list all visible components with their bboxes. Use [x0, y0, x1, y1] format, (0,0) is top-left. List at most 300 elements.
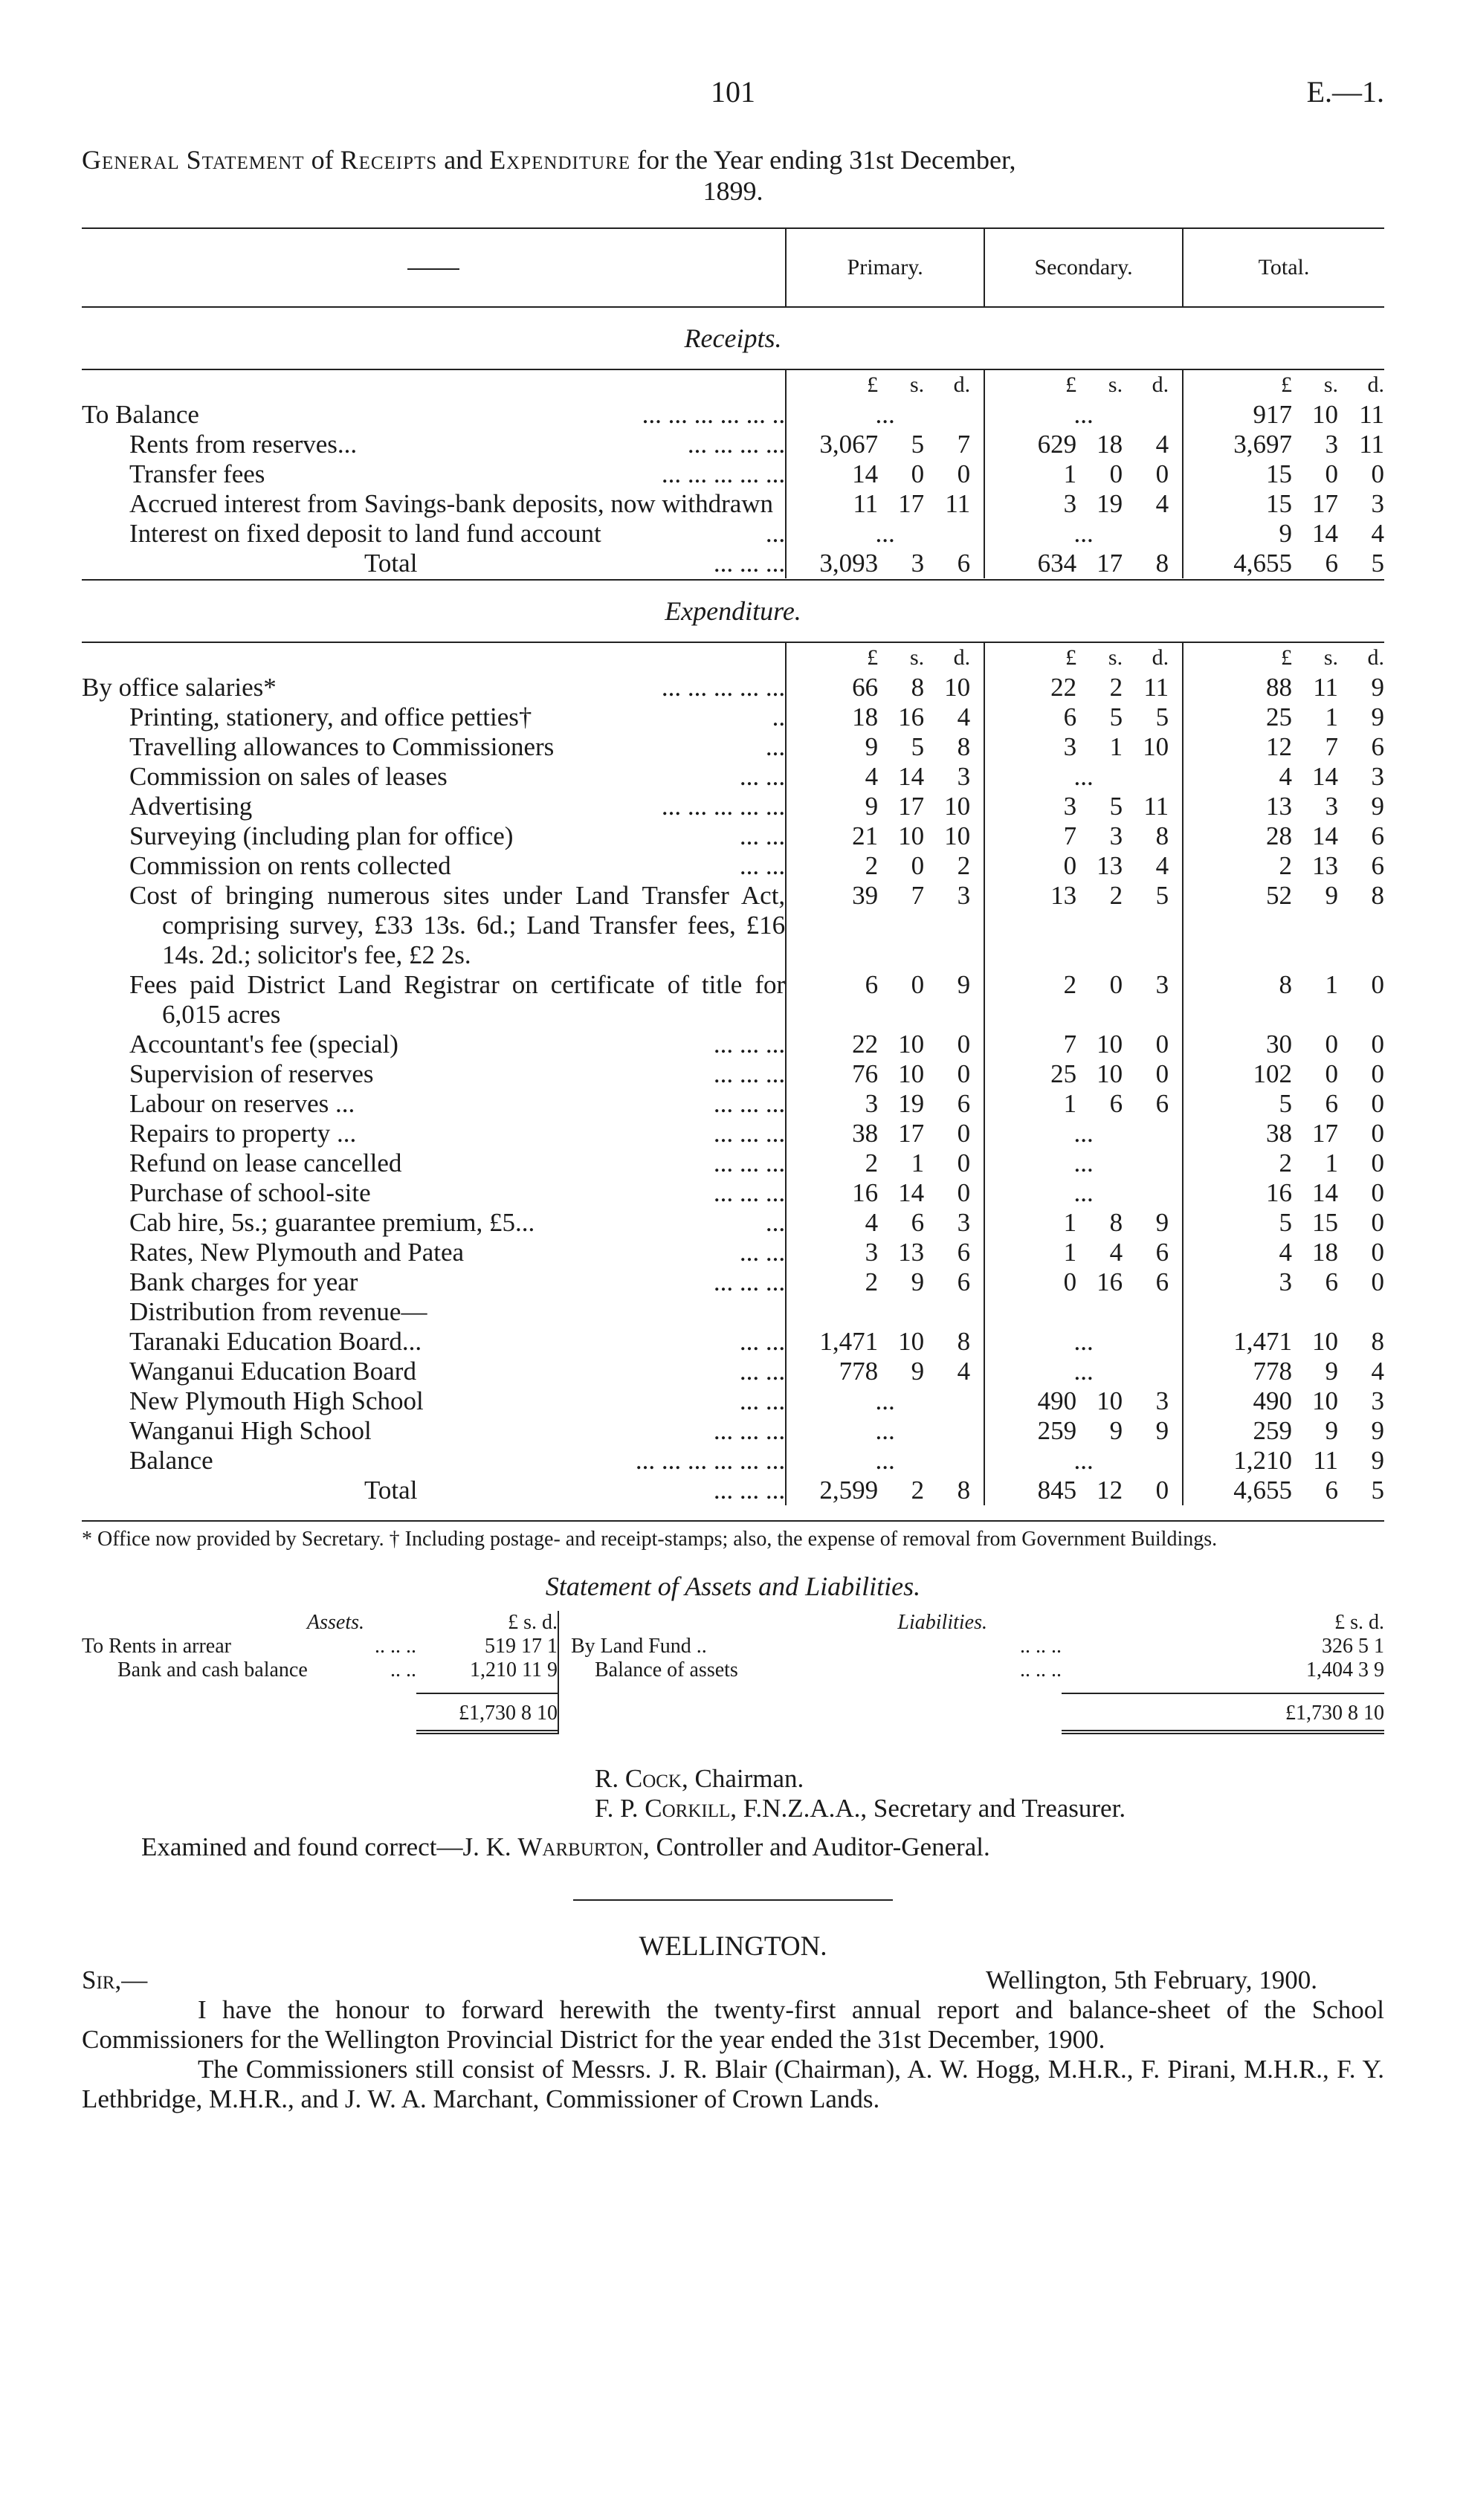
pounds-value: 25	[1050, 1059, 1077, 1088]
pence-value: 0	[1371, 1030, 1384, 1059]
secondary-cell	[984, 1030, 1183, 1059]
secondary-cell	[984, 519, 1183, 549]
pounds-value: 22	[1050, 673, 1077, 702]
secondary-cell	[984, 1416, 1183, 1446]
title-word: of	[311, 145, 334, 175]
line-label	[82, 459, 651, 489]
line-label	[82, 762, 729, 792]
amount	[787, 1267, 984, 1297]
letter-paragraph: I have the honour to forward herewith the twenty-first annual report and balance-sheet of the School Commissioners for the Wellington Provincial District for the year ended the 31st December, 1900.	[82, 1995, 1384, 2054]
shillings-value: 14	[898, 762, 925, 791]
shillings-value: 0	[911, 851, 925, 880]
pounds-value: 3,067	[819, 430, 879, 459]
amount	[1184, 821, 1384, 851]
line-description	[82, 1267, 786, 1297]
amount	[787, 1178, 984, 1208]
leader-dots: ... ... ...	[713, 1476, 786, 1505]
pence-value: 5	[1371, 1476, 1384, 1505]
primary-cell	[786, 1059, 984, 1089]
total-cell	[1183, 702, 1384, 732]
line-label	[82, 1238, 729, 1267]
line-label	[82, 792, 651, 821]
units-cell	[1183, 369, 1384, 400]
line-description	[82, 1446, 786, 1476]
shillings-value: 0	[1109, 459, 1123, 488]
primary-cell	[786, 1267, 984, 1297]
pounds-value: 1	[1063, 1208, 1077, 1237]
amount	[985, 821, 1182, 851]
pence-value: 10	[944, 673, 971, 702]
line-description	[82, 1119, 786, 1148]
primary-cell	[786, 1208, 984, 1238]
receipts-expenditure-table	[82, 227, 1384, 1505]
units-cell	[984, 642, 1183, 673]
shillings-value: 0	[1325, 459, 1338, 488]
pounds-value: 18	[852, 702, 879, 731]
secretary-signature: F. P. Corkill, F.N.Z.A.A., Secretary and Treasurer.	[595, 1794, 1126, 1823]
label-text: Interest on fixed deposit to land fund account	[129, 519, 601, 548]
amount	[787, 1089, 984, 1119]
shillings-value: 2	[1109, 881, 1123, 910]
pounds-value: 2	[1063, 970, 1077, 999]
pence-value: 9	[957, 970, 971, 999]
pence-value: 6	[1371, 732, 1384, 761]
pence-value: 11	[1359, 430, 1384, 459]
pounds-value: 52	[1266, 881, 1292, 910]
leader-dots: ... ... ... ... ...	[661, 792, 786, 821]
pence-value: 8	[957, 732, 971, 761]
pence-value: 2	[957, 851, 971, 880]
page-number: 101	[711, 75, 755, 109]
pounds-value: 38	[852, 1119, 879, 1148]
unit-label: s.	[1323, 645, 1338, 670]
letter-body	[82, 1965, 1384, 2114]
table-row	[82, 1327, 1384, 1357]
liability-row-amount: 326 5 1	[1322, 1635, 1384, 1658]
pounds-value: 38	[1266, 1119, 1292, 1148]
shillings-value: 13	[898, 1238, 925, 1267]
line-description	[82, 1089, 786, 1119]
table-row	[82, 1416, 1384, 1446]
shillings-value: 0	[1109, 970, 1123, 999]
amount	[1184, 489, 1384, 519]
total-cell	[1183, 1327, 1384, 1357]
nil-marker: ...	[875, 1416, 895, 1445]
shillings-value: 0	[1325, 1030, 1338, 1059]
primary-cell	[786, 1327, 984, 1357]
pounds-value: 778	[1253, 1357, 1292, 1386]
pounds-value: 4	[1279, 1238, 1292, 1267]
amount	[1184, 732, 1384, 762]
total-description	[82, 549, 786, 578]
pounds-value: 1	[1063, 459, 1077, 488]
assets-units: £ s. d.	[508, 1611, 558, 1634]
pounds-value: 4	[1279, 762, 1292, 791]
pounds-value: 4,655	[1233, 1476, 1292, 1505]
shillings-value: 0	[911, 970, 925, 999]
nil-marker: ...	[1073, 400, 1094, 429]
liability-row-label: By Land Fund .. .. .. ..	[558, 1635, 1062, 1658]
label-text: Supervision of reserves	[129, 1059, 374, 1088]
assets-liabilities-heading: Statement of Assets and Liabilities.	[545, 1571, 921, 1601]
footnote-rule	[82, 1520, 1384, 1522]
nil-marker: ...	[875, 1386, 895, 1415]
leader-dots: ... ...	[739, 1357, 786, 1386]
line-description	[82, 1059, 786, 1089]
shillings-value: 17	[1097, 549, 1123, 578]
total-cell	[1183, 1267, 1384, 1297]
secondary-cell	[984, 673, 1183, 702]
label-text: To Balance	[82, 400, 199, 429]
amount	[1184, 459, 1384, 489]
amount	[787, 1357, 984, 1386]
pence-value: 11	[1359, 400, 1384, 429]
amount	[985, 732, 1182, 762]
table-row	[82, 851, 1384, 881]
shillings-value: 1	[911, 1148, 925, 1177]
shillings-value: 8	[1109, 1208, 1123, 1237]
label-text: Distribution from revenue—	[129, 1297, 427, 1326]
pence-value: 0	[957, 459, 971, 488]
amount	[787, 762, 984, 792]
line-description	[82, 400, 786, 430]
label-text: Wanganui High School	[129, 1416, 372, 1445]
label-text: Commission on rents collected	[129, 851, 451, 880]
pence-value: 9	[1371, 1446, 1384, 1475]
shillings-value: 5	[1109, 702, 1123, 731]
nil-marker: ...	[1073, 519, 1094, 548]
pounds-value: 4	[865, 1208, 879, 1237]
leader-dots: ... ...	[739, 851, 786, 880]
secondary-cell	[984, 1119, 1183, 1148]
pence-value: 3	[957, 1208, 971, 1237]
label-text: New Plymouth High School	[129, 1386, 424, 1415]
total-row	[82, 1476, 1384, 1505]
amount	[1184, 851, 1384, 881]
primary-total	[786, 549, 984, 578]
total-label: Total	[364, 549, 418, 578]
footnote	[82, 1520, 1384, 1551]
pence-value: 0	[957, 1119, 971, 1148]
line-label	[82, 1208, 755, 1238]
pounds-value: 1,471	[819, 1327, 879, 1356]
total-cell	[1183, 489, 1384, 519]
shillings-value: 10	[1097, 1386, 1123, 1415]
amount	[1184, 1208, 1384, 1238]
nil-marker: ...	[1073, 1327, 1094, 1356]
leader-dots: ... ... ...	[713, 1119, 786, 1148]
pounds-value: 39	[852, 881, 879, 910]
amount	[1184, 762, 1384, 792]
shillings-value: 16	[1097, 1267, 1123, 1296]
primary-cell	[786, 489, 984, 519]
units-cell	[786, 369, 984, 400]
pence-value: 11	[1143, 673, 1169, 702]
page-header	[82, 74, 1384, 134]
amount	[985, 970, 1182, 1000]
amount	[1184, 1476, 1384, 1505]
label-text: Refund on lease cancelled	[129, 1148, 402, 1177]
amount	[1184, 792, 1384, 821]
shillings-value: 6	[1109, 1089, 1123, 1118]
amount	[787, 970, 984, 1000]
pounds-value: 15	[1266, 489, 1292, 518]
label-text: Accountant's fee (special)	[129, 1030, 398, 1059]
amount	[985, 1416, 1182, 1446]
line-description	[82, 792, 786, 821]
leader-dots: ...	[765, 732, 786, 761]
pence-value: 0	[1155, 1059, 1169, 1088]
label-text: By office salaries*	[82, 673, 277, 702]
total-cell	[1183, 881, 1384, 970]
shillings-value: 9	[1325, 881, 1338, 910]
total-cell	[1183, 1208, 1384, 1238]
total-cell	[1183, 1238, 1384, 1267]
shillings-value: 18	[1312, 1238, 1338, 1267]
amount	[1184, 1416, 1384, 1446]
pounds-value: 15	[1266, 459, 1292, 488]
label-text: Repairs to property ...	[129, 1119, 357, 1148]
amount	[985, 430, 1182, 459]
nil-marker: ...	[1073, 1357, 1094, 1386]
letter-salutation: Sir,—	[82, 1965, 148, 1994]
unit-label: £	[1065, 372, 1077, 397]
shillings-value: 9	[911, 1357, 925, 1386]
shillings-value: 6	[1325, 1267, 1338, 1296]
pounds-value: 14	[852, 459, 879, 488]
primary-cell	[786, 881, 984, 970]
primary-cell	[786, 430, 984, 459]
units-cell	[984, 369, 1183, 400]
pounds-value: 1	[1063, 1089, 1077, 1118]
total-cell	[1183, 1446, 1384, 1476]
primary-cell	[786, 792, 984, 821]
title-rest: for the Year ending 31st December,	[637, 145, 1016, 175]
amount	[985, 1089, 1182, 1119]
line-label	[82, 430, 677, 459]
secondary-cell	[984, 1267, 1183, 1297]
secondary-cell	[984, 1327, 1183, 1357]
table-row	[82, 673, 1384, 702]
label-text: Labour on reserves ...	[129, 1089, 355, 1118]
line-label	[82, 1297, 785, 1327]
line-description	[82, 1178, 786, 1208]
pence-value: 9	[1371, 702, 1384, 731]
shillings-value: 7	[911, 881, 925, 910]
label-text: Cost of bringing numerous sites under Land Transfer Act, comprising survey, £33 13s. 6d.; Land Transfer fees, £16 14s. 2d.; solicitor's fee, £2 2s.	[129, 881, 786, 969]
total-row	[82, 549, 1384, 578]
letter-paragraph: The Commissioners still consist of Messrs. J. R. Blair (Chairman), A. W. Hogg, M.H.R., F. Pirani, M.H.R., F. Y. Lethbridge, M.H.R., and J. W. A. Marchant, Commissioner of Crown Lands.	[82, 2055, 1384, 2113]
table-row	[82, 1148, 1384, 1178]
primary-cell	[786, 519, 984, 549]
amount	[1184, 1119, 1384, 1148]
shillings-value: 17	[1312, 1119, 1338, 1148]
pounds-value: 490	[1037, 1386, 1077, 1415]
unit-label: £	[867, 645, 879, 670]
pounds-value: 3	[1063, 732, 1077, 761]
pence-value: 8	[1371, 881, 1384, 910]
line-label	[82, 1030, 703, 1059]
shillings-value: 9	[911, 1267, 925, 1296]
amount	[1184, 1267, 1384, 1297]
line-label	[82, 1059, 703, 1089]
line-label	[82, 1119, 703, 1148]
pounds-value: 22	[852, 1030, 879, 1059]
nil-marker: ...	[1073, 762, 1094, 791]
label-text: Surveying (including plan for office)	[129, 821, 514, 850]
shillings-value: 19	[898, 1089, 925, 1118]
total-cell	[1183, 430, 1384, 459]
statement-year: 1899.	[703, 176, 763, 206]
shillings-value: 1	[1325, 970, 1338, 999]
shillings-value: 15	[1312, 1208, 1338, 1237]
pence-value: 0	[1155, 459, 1169, 488]
section-heading: Receipts.	[82, 307, 1384, 369]
shillings-value: 9	[1325, 1357, 1338, 1386]
pounds-value: 259	[1037, 1416, 1077, 1445]
document-page	[82, 74, 1384, 2114]
secondary-cell	[984, 732, 1183, 762]
units-cell	[786, 642, 984, 673]
nil-marker: ...	[1073, 1148, 1094, 1177]
secondary-cell	[984, 1446, 1183, 1476]
amount	[1184, 881, 1384, 911]
pence-value: 0	[1371, 1089, 1384, 1118]
secondary-cell	[984, 1148, 1183, 1178]
line-description	[82, 1148, 786, 1178]
line-description	[82, 1327, 786, 1357]
secondary-cell	[984, 881, 1183, 970]
table-row	[82, 489, 1384, 519]
shillings-value: 2	[1109, 673, 1123, 702]
unit-label: d.	[1152, 645, 1169, 670]
shillings-value: 10	[898, 1030, 925, 1059]
amount	[985, 792, 1182, 821]
shillings-value: 10	[1312, 1327, 1338, 1356]
shillings-value: 2	[911, 1476, 925, 1505]
liabilities-total: £1,730 8 10	[1062, 1693, 1384, 1734]
line-label	[82, 673, 651, 702]
amount	[1184, 430, 1384, 459]
liabilities-label: Liabilities.	[558, 1611, 1062, 1635]
amount	[1184, 519, 1384, 549]
label-text: Transfer fees	[129, 459, 265, 488]
line-label	[82, 970, 785, 1030]
line-description	[82, 970, 786, 1030]
primary-cell	[786, 1416, 984, 1446]
pounds-value: 7	[1063, 1030, 1077, 1059]
amount	[787, 1119, 984, 1148]
line-description	[82, 430, 786, 459]
pence-value: 9	[1371, 673, 1384, 702]
secondary-header: Secondary.	[984, 228, 1183, 307]
section-heading: Expenditure.	[82, 580, 1384, 642]
line-description	[82, 851, 786, 881]
total-cell	[1183, 1357, 1384, 1386]
line-label	[82, 881, 785, 970]
line-description	[82, 1386, 786, 1416]
amount	[787, 1059, 984, 1089]
table-row	[82, 762, 1384, 792]
shillings-value: 18	[1097, 430, 1123, 459]
pence-value: 3	[957, 881, 971, 910]
leader-dots: ... ...	[739, 762, 786, 791]
pounds-value: 76	[852, 1059, 879, 1088]
shillings-value: 1	[1109, 732, 1123, 761]
table-row	[82, 1446, 1384, 1476]
title-word: Expenditure	[489, 145, 631, 175]
pence-value: 3	[1155, 970, 1169, 999]
liability-row-label: Balance of assets .. .. ..	[558, 1658, 1062, 1682]
table-row	[82, 519, 1384, 549]
amount	[985, 673, 1182, 702]
label-text: Wanganui Education Board	[129, 1357, 416, 1386]
amount	[1184, 1357, 1384, 1386]
shillings-value: 11	[1313, 1446, 1338, 1475]
unit-label: s.	[909, 372, 925, 397]
pounds-value: 2	[865, 851, 879, 880]
section-divider	[573, 1899, 893, 1901]
pence-value: 4	[1155, 489, 1169, 518]
pounds-value: 3	[1063, 489, 1077, 518]
pence-value: 3	[1155, 1386, 1169, 1415]
leader-dots: ..	[772, 702, 786, 731]
grand-total	[1183, 549, 1384, 578]
pence-value: 7	[957, 430, 971, 459]
line-description	[82, 519, 786, 549]
nil-marker: ...	[1073, 1119, 1094, 1148]
line-label	[82, 1416, 703, 1446]
secondary-cell	[984, 851, 1183, 881]
pounds-value: 6	[1063, 702, 1077, 731]
amount	[787, 1327, 984, 1357]
pence-value: 6	[1371, 821, 1384, 850]
leader-dots: ... ... ...	[713, 1148, 786, 1177]
expenditure-section	[82, 580, 1384, 642]
pence-value: 0	[1371, 1119, 1384, 1148]
amount	[787, 732, 984, 762]
pence-value: 6	[1155, 1267, 1169, 1296]
receipts-section	[82, 307, 1384, 369]
line-description	[82, 762, 786, 792]
pounds-value: 4	[865, 762, 879, 791]
total-cell	[1183, 970, 1384, 1030]
title-word: General	[82, 145, 180, 175]
pence-value: 3	[957, 762, 971, 791]
primary-cell	[786, 970, 984, 1030]
pence-value: 8	[1155, 549, 1169, 578]
total-cell	[1183, 459, 1384, 489]
total-cell	[1183, 851, 1384, 881]
liability-row-amount: 1,404 3 9	[1306, 1658, 1384, 1681]
amount	[1184, 1059, 1384, 1089]
amount	[985, 1476, 1182, 1505]
amount	[787, 489, 984, 519]
pounds-value: 1,210	[1233, 1446, 1292, 1475]
shillings-value: 16	[898, 702, 925, 731]
leader-dots: ... ... ... ... ... ..	[642, 400, 786, 429]
shillings-value: 10	[898, 1327, 925, 1356]
shillings-value: 12	[1097, 1476, 1123, 1505]
total-header: Total.	[1183, 228, 1384, 307]
pounds-value: 917	[1253, 400, 1292, 429]
pounds-value: 9	[865, 792, 879, 821]
leader-dots: ... ... ...	[713, 549, 786, 578]
title-word: and	[444, 145, 483, 175]
unit-label: d.	[953, 645, 971, 670]
pounds-value: 2,599	[819, 1476, 879, 1505]
leader-dots: ... ... ... ... ... ...	[635, 1446, 786, 1475]
